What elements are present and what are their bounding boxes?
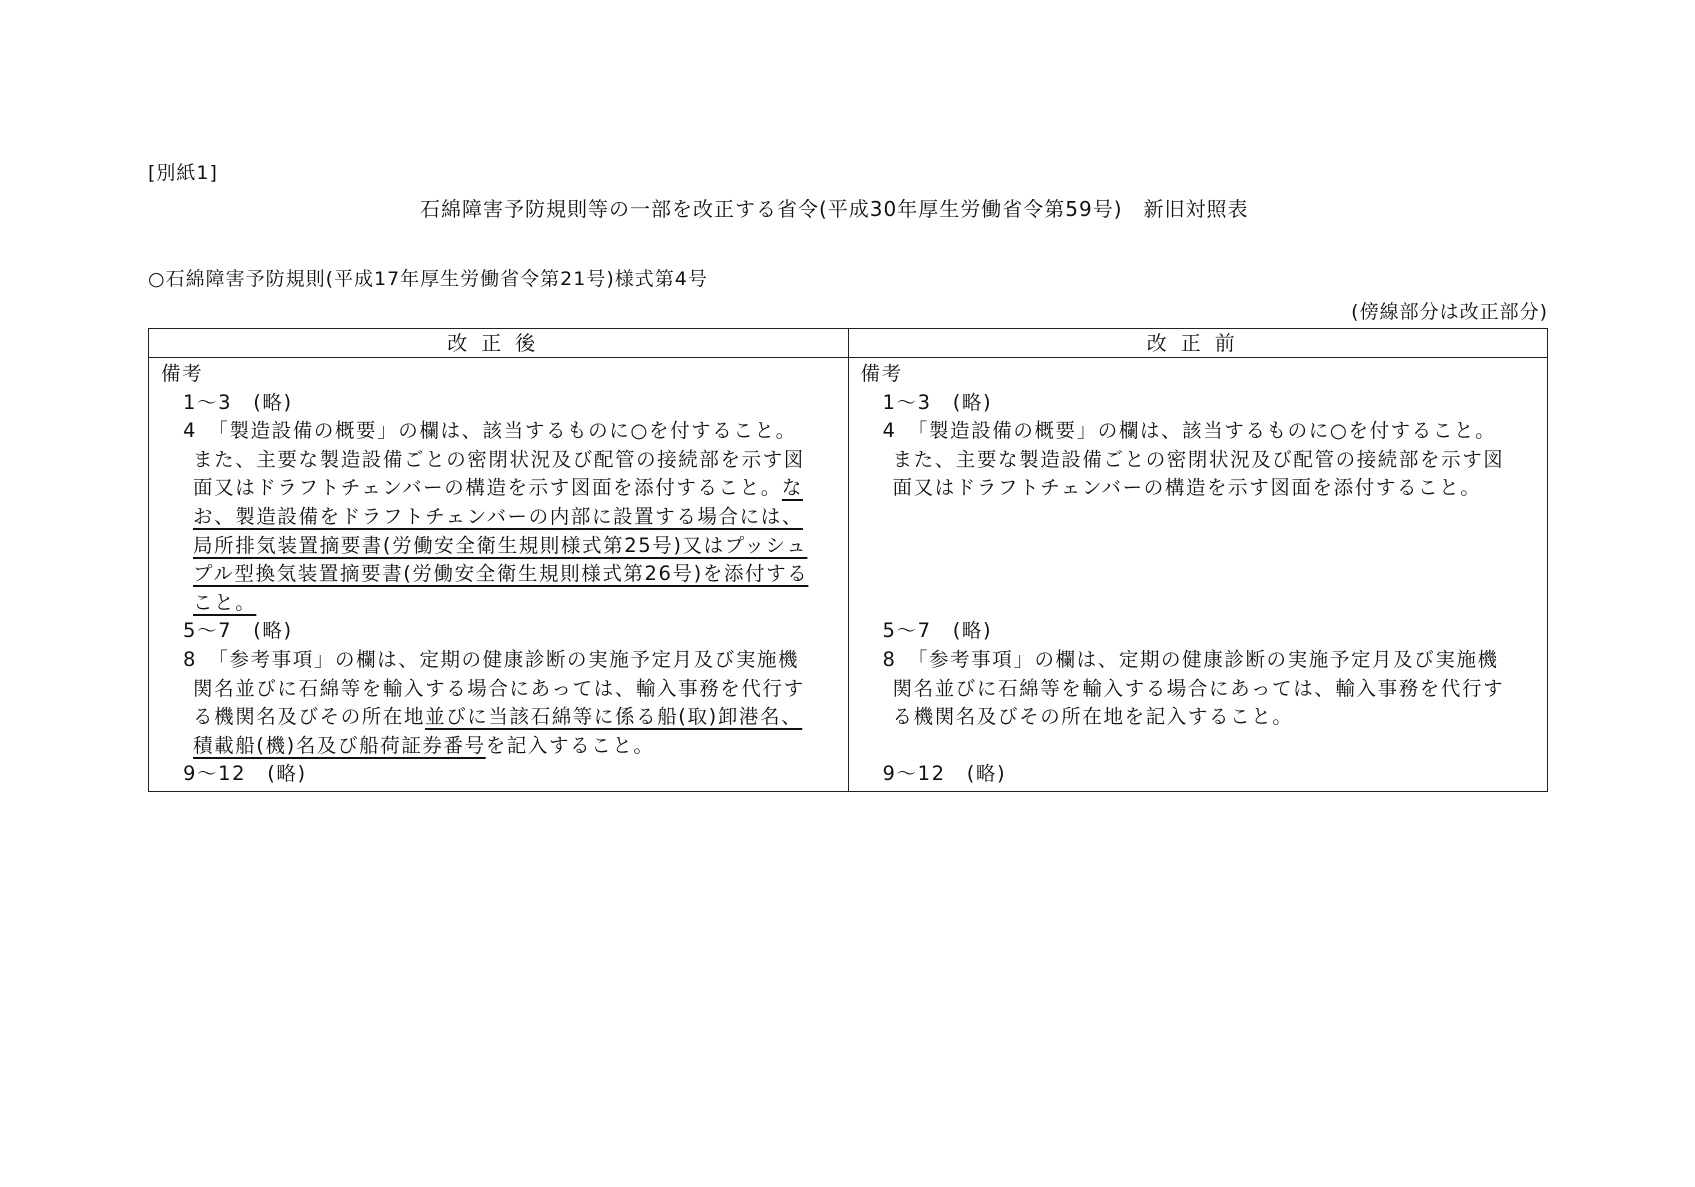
item-8-line-4 [161,732,840,761]
blank-line [861,589,1540,618]
item-4-line-3 [161,474,840,503]
item-9-12: 9～12 (略) [183,762,307,786]
item-4-line-2: また、主要な製造設備ごとの密閉状況及び配管の接続部を示す図 [193,447,805,471]
blank-line [861,560,1540,589]
document-title: 石綿障害予防規則等の一部を改正する省令(平成30年厚生労働省令第59号) 新旧対照表 [420,197,1249,221]
before-column [848,358,1548,792]
item-8-line-2: 関名並びに石綿等を輸入する場合にあっては、輸入事務を代行す [193,676,805,700]
regulation-heading: ○石綿障害予防規則(平成17年厚生労働省令第21号)様式第4号 [148,268,708,290]
remarks-label: 備考 [161,362,204,385]
after-column [149,358,849,792]
item-8-line-3-text: る機関名及びその所在地 [193,705,426,729]
table-row [149,358,1548,792]
item-5-7: 5～7 (略) [882,619,993,643]
blank-line [861,732,1540,761]
table-header-row [149,329,1548,358]
item-4-line-5 [161,532,840,561]
item-8-line-2: 関名並びに石綿等を輸入する場合にあっては、輸入事務を代行す [892,676,1505,700]
blank-line [861,532,1540,561]
blank-line [861,503,1540,532]
item-5-7: 5～7 (略) [183,619,293,643]
column-header-before: 改正前 [848,329,1548,358]
column-header-after: 改正後 [149,329,849,358]
amended-text: 積載船(機)名及び船荷証券番号 [193,733,486,757]
item-8-line-1: 8 「参考事項」の欄は、定期の健康診断の実施予定月及び実施機 [882,647,1499,671]
item-4-line-2: また、主要な製造設備ごとの密閉状況及び配管の接続部を示す図 [892,447,1505,471]
item-8-line-3 [161,703,840,732]
item-4-line-1: 4 「製造設備の概要」の欄は、該当するものに○を付すること。 [882,419,1497,443]
item-1-3: 1～3 (略) [882,390,993,414]
amended-text: こと。 [193,590,257,614]
remarks-label: 備考 [860,362,903,385]
amended-text: プル型換気装置摘要書(労働安全衛生規則様式第26号)を添付する [193,562,809,586]
item-1-3: 1～3 (略) [183,390,293,414]
amended-text: な [781,476,803,500]
amended-text: お、製造設備をドラフトチェンバーの内部に設置する場合には、 [193,504,803,528]
item-8-line-3: る機関名及びその所在地を記入すること。 [892,705,1294,729]
underline-note: (傍線部分は改正部分) [1351,301,1548,323]
item-4-line-1: 4 「製造設備の概要」の欄は、該当するものに○を付すること。 [183,419,797,443]
item-8-line-1: 8 「参考事項」の欄は、定期の健康診断の実施予定月及び実施機 [183,647,800,671]
item-4-line-4 [161,503,840,532]
item-4-line-6 [161,560,840,589]
amended-text: 並びに当該石綿等に係る船(取)卸港名、 [425,705,803,729]
item-4-line-3-text: 面又はドラフトチェンバーの構造を示す図面を添付すること。 [193,476,782,500]
attachment-label: [別紙1] [148,162,218,184]
item-8-line-4-text: を記入すること。 [485,733,655,757]
item-4-line-3: 面又はドラフトチェンバーの構造を示す図面を添付すること。 [892,476,1482,500]
item-9-12: 9～12 (略) [882,762,1007,786]
comparison-table [148,328,1548,792]
amended-text: 局所排気装置摘要書(労働安全衛生規則様式第25号)又はプッシュ [193,533,808,557]
item-4-line-7 [161,589,840,618]
